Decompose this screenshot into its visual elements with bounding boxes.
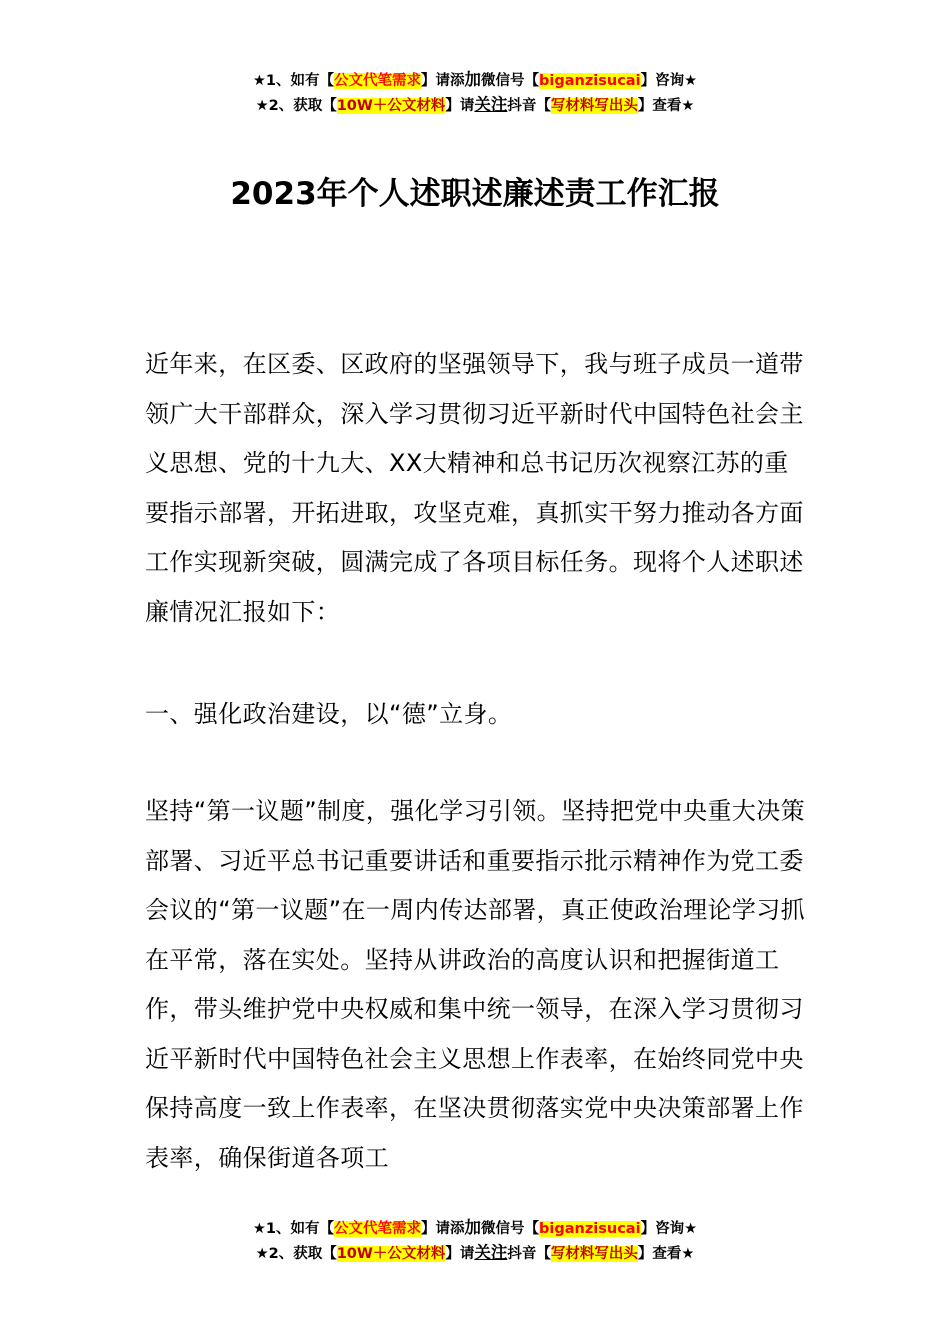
footer-service-highlight: 公文代笔需求: [334, 1221, 422, 1237]
footer-materials-highlight: 10W＋公文材料: [336, 1246, 446, 1262]
footer-douyin-account: 写材料写出头: [550, 1246, 638, 1262]
banner-line2-prefix: ★2、获取【: [255, 98, 337, 114]
banner-line-2: [0, 93, 950, 118]
section-heading-1: 一、强化政治建设，以“德”立身。: [145, 700, 513, 728]
banner-line2-suffix: 】查看★: [637, 98, 695, 114]
banner-line1-mid2: 微信号【: [481, 73, 540, 89]
banner-service-highlight: 公文代笔需求: [334, 73, 422, 89]
banner-line2-mid1: 】请: [445, 98, 475, 114]
footer-line-2: [0, 1241, 950, 1266]
footer-follow-underlined: 关注: [474, 1243, 508, 1262]
footer-line1-suffix: 】咨询★: [640, 1221, 698, 1237]
banner-wechat-id: biganzisucai: [539, 73, 641, 89]
document-title: 2023年个人述职述廉述责工作汇报: [230, 175, 720, 212]
footer-line2-prefix: ★2、获取【: [255, 1246, 337, 1262]
header-banner: [0, 68, 950, 118]
paragraph-section-1: 坚持“第一议题”制度，强化学习引领。坚持把党中央重大决策部署、习近平总书记重要讲话和重要指示批示精神作为党工委会议的“第一议题”在一周内传达部署，真正使政治理论学习抓在平常，落在实处。坚持从讲政治的高度认识和把握街道工作，带头维护党中央权威和集中统一领导，在深入学习贯彻习近平新时代中国特色社会主义思想上作表率，在始终同党中央保持高度一致上作表率，在坚决贯彻落实党中央决策部署上作表率，确保街道各项工: [145, 797, 806, 1172]
footer-line1-mid1: 】请添: [421, 1221, 465, 1237]
footer-line1-mid1-big: 加: [464, 1218, 482, 1237]
footer-line1-prefix: ★1、如有【: [252, 1221, 335, 1237]
banner-line1-prefix: ★1、如有【: [252, 73, 335, 89]
footer-line2-suffix: 】查看★: [637, 1246, 695, 1262]
banner-douyin-account: 写材料写出头: [550, 98, 638, 114]
footer-line-1: [0, 1216, 950, 1241]
banner-line-1: [0, 68, 950, 93]
banner-line1-mid1-big: 加: [464, 70, 482, 89]
footer-banner: [0, 1216, 950, 1266]
banner-follow-underlined: 关注: [474, 95, 508, 114]
banner-line2-mid2: 抖音【: [507, 98, 551, 114]
footer-wechat-id: biganzisucai: [539, 1221, 641, 1237]
footer-line1-mid2: 微信号【: [481, 1221, 540, 1237]
paragraph-intro: 近年来，在区委、区政府的坚强领导下，我与班子成员一道带领广大干部群众，深入学习贯彻习近平新时代中国特色社会主义思想、党的十九大、XX大精神和总书记历次视察江苏的重要指示部署，开拓进取，攻坚克难，真抓实干努力推动各方面工作实现新突破，圆满完成了各项目标任务。现将个人述职述廉情况汇报如下：: [145, 350, 804, 626]
banner-line1-suffix: 】咨询★: [640, 73, 698, 89]
footer-line2-mid1: 】请: [445, 1246, 475, 1262]
banner-line1-mid1: 】请添: [421, 73, 465, 89]
footer-line2-mid2: 抖音【: [507, 1246, 551, 1262]
banner-materials-highlight: 10W＋公文材料: [336, 98, 446, 114]
